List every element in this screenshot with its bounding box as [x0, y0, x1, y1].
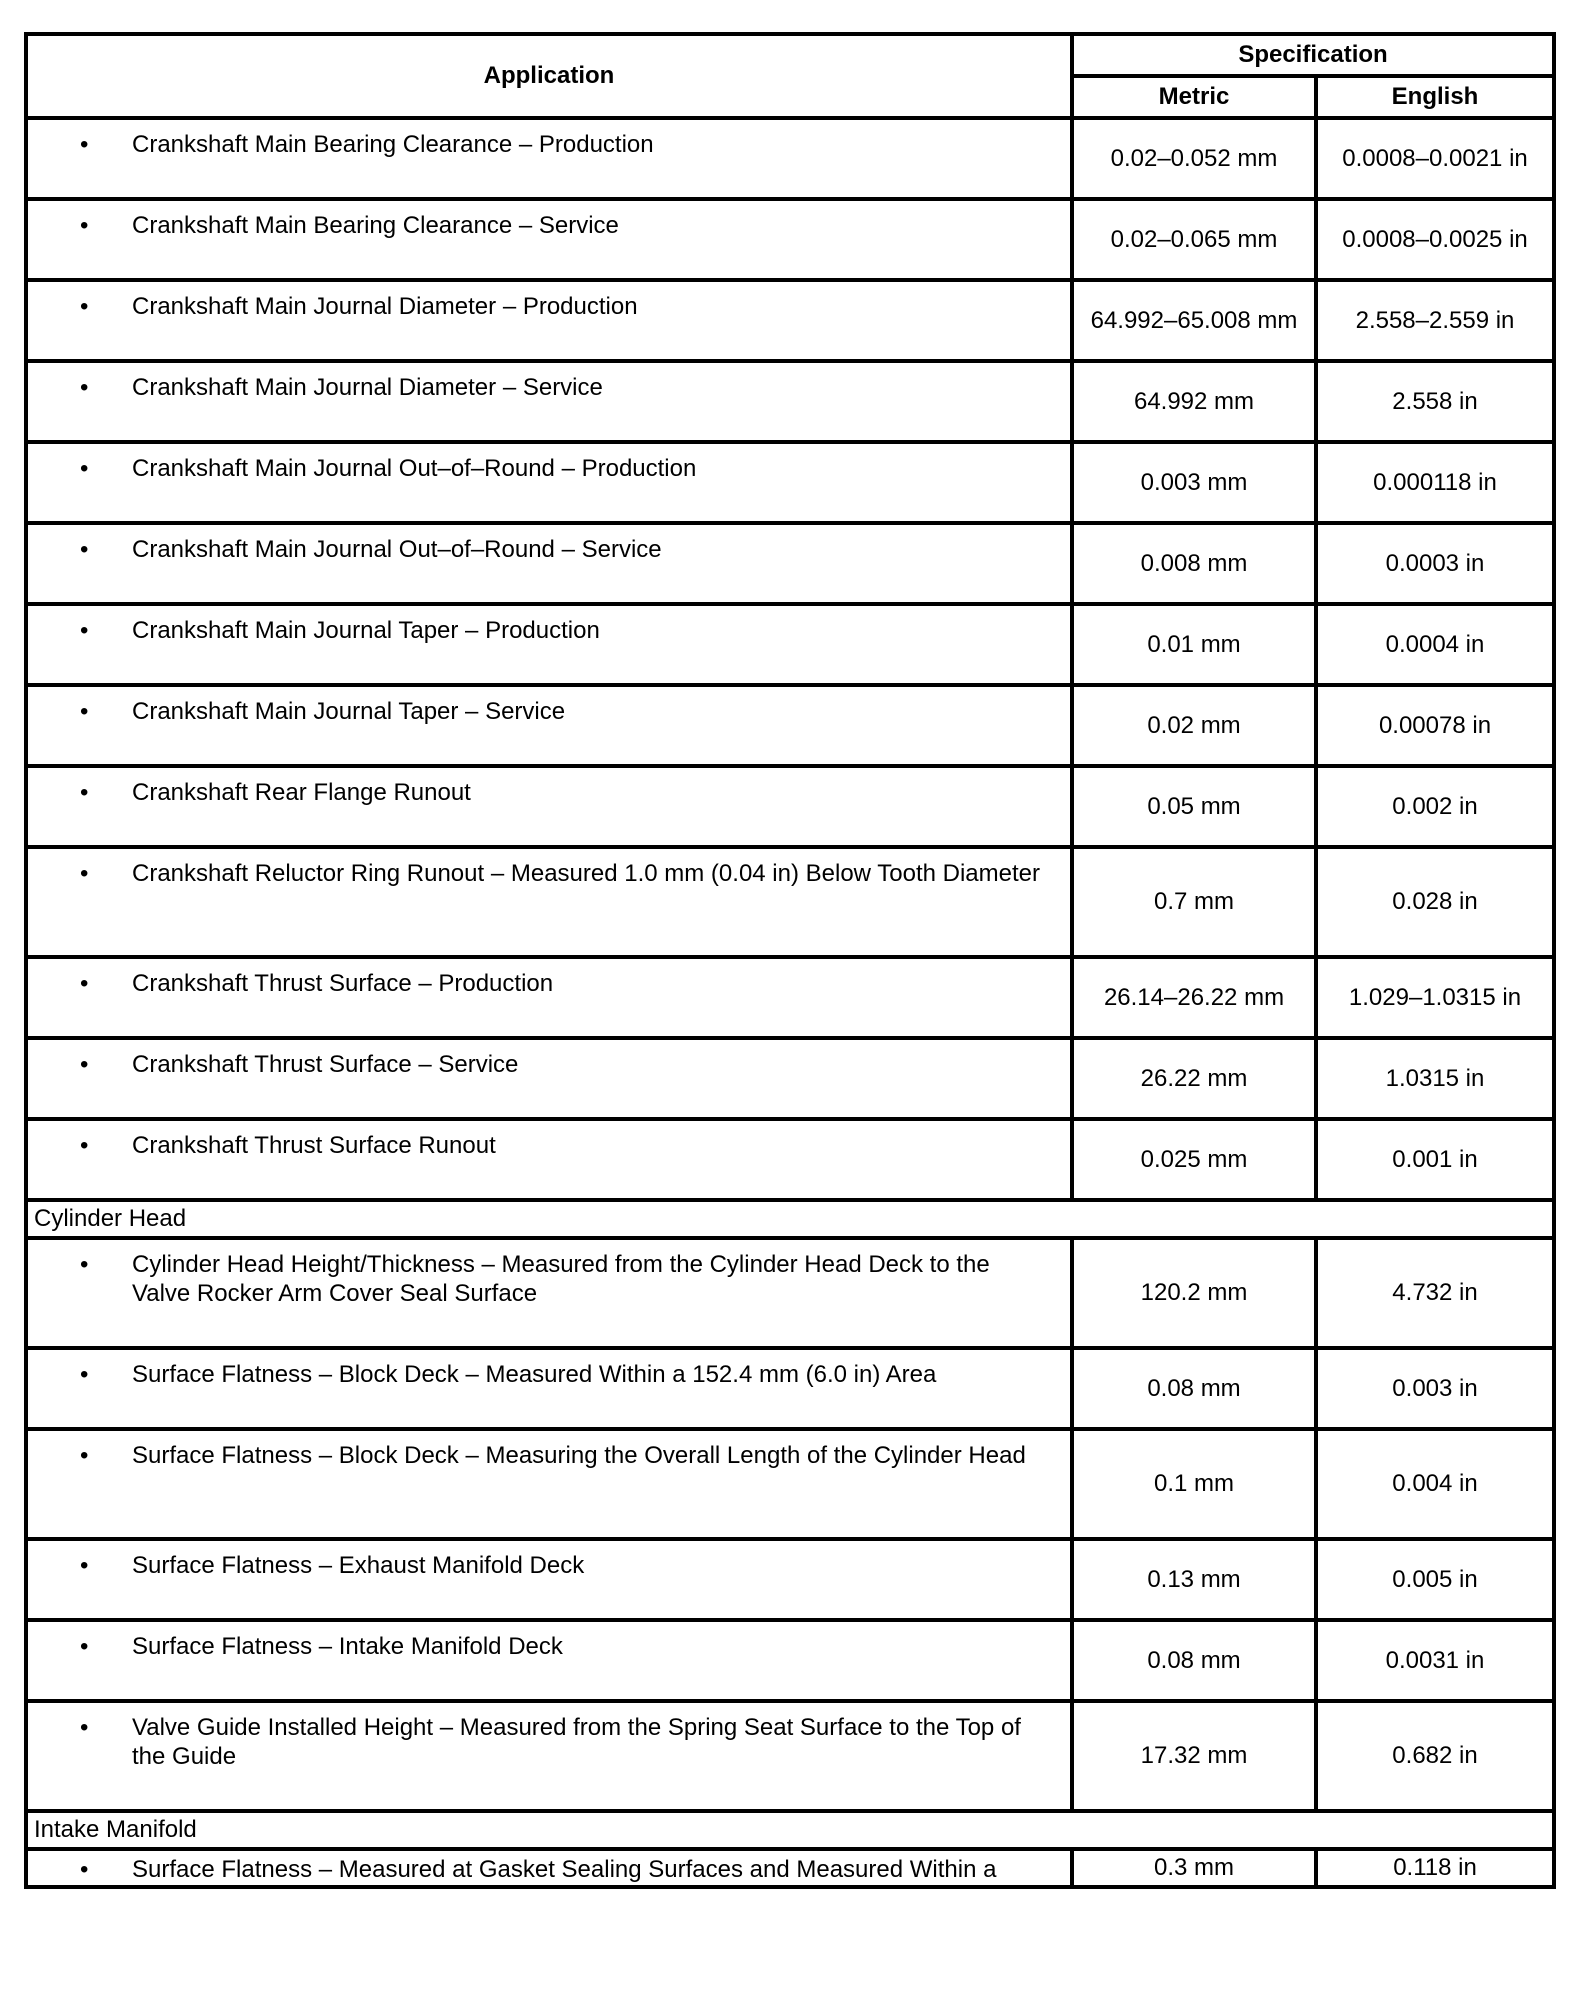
table-row: [26, 280, 1554, 361]
table-row: [26, 847, 1554, 957]
section-label: Cylinder Head: [26, 1200, 1554, 1238]
english-value: 0.0008–0.0021 in: [1316, 118, 1554, 199]
bullet-icon: •: [80, 617, 89, 644]
application-text: Cylinder Head Height/Thickness – Measured from the Cylinder Head Deck to the Valve Rocker Arm Cover Seal Surface: [132, 1251, 990, 1307]
english-value: 0.0004 in: [1316, 604, 1554, 685]
metric-value: 0.025 mm: [1072, 1119, 1316, 1200]
english-value: 1.029–1.0315 in: [1316, 957, 1554, 1038]
english-value: 0.118 in: [1316, 1849, 1554, 1887]
section-label: Intake Manifold: [26, 1811, 1554, 1849]
bullet-icon: •: [80, 1442, 89, 1469]
bullet-icon: •: [80, 1633, 89, 1660]
application-text: Surface Flatness – Exhaust Manifold Deck: [132, 1552, 585, 1579]
metric-value: 0.003 mm: [1072, 442, 1316, 523]
table-row: [26, 118, 1554, 199]
bullet-icon: •: [80, 860, 89, 887]
english-value: 0.004 in: [1316, 1429, 1554, 1539]
table-row: [26, 199, 1554, 280]
table-row: [26, 1701, 1554, 1811]
application-text: Crankshaft Main Journal Out–of–Round – Service: [132, 536, 662, 563]
metric-value: 0.02–0.065 mm: [1072, 199, 1316, 280]
section-row: [26, 1200, 1554, 1238]
table-row: [26, 1849, 1554, 1887]
english-value: 0.000118 in: [1316, 442, 1554, 523]
bullet-icon: •: [80, 698, 89, 725]
metric-value: 0.1 mm: [1072, 1429, 1316, 1539]
application-cell: [26, 766, 1072, 847]
table-row: [26, 1620, 1554, 1701]
english-value: 2.558 in: [1316, 361, 1554, 442]
metric-value: 0.3 mm: [1072, 1849, 1316, 1887]
application-cell: [26, 685, 1072, 766]
bullet-icon: •: [80, 1051, 89, 1078]
application-text: Valve Guide Installed Height – Measured from the Spring Seat Surface to the Top of the Guide: [132, 1714, 1021, 1770]
application-cell: [26, 604, 1072, 685]
specification-table: [24, 32, 1556, 1889]
application-cell: [26, 361, 1072, 442]
application-cell: [26, 1539, 1072, 1620]
application-cell: [26, 1038, 1072, 1119]
english-value: 0.003 in: [1316, 1348, 1554, 1429]
application-text: Crankshaft Thrust Surface – Production: [132, 970, 554, 997]
application-cell: [26, 280, 1072, 361]
application-text: Surface Flatness – Block Deck – Measuring the Overall Length of the Cylinder Head: [132, 1442, 1026, 1469]
section-row: [26, 1811, 1554, 1849]
english-value: 0.005 in: [1316, 1539, 1554, 1620]
application-cell: [26, 1119, 1072, 1200]
english-value: 0.682 in: [1316, 1701, 1554, 1811]
application-cell: [26, 1429, 1072, 1539]
table-row: [26, 604, 1554, 685]
application-cell: [26, 847, 1072, 957]
bullet-icon: •: [80, 1714, 89, 1741]
header-row: [26, 34, 1554, 76]
bullet-icon: •: [80, 1251, 89, 1278]
metric-value: 0.02–0.052 mm: [1072, 118, 1316, 199]
application-cell: [26, 1849, 1072, 1887]
bullet-icon: •: [80, 536, 89, 563]
english-value: 0.001 in: [1316, 1119, 1554, 1200]
application-cell: [26, 199, 1072, 280]
english-value: 0.002 in: [1316, 766, 1554, 847]
bullet-icon: •: [80, 1132, 89, 1159]
metric-value: 0.01 mm: [1072, 604, 1316, 685]
application-cell: [26, 1348, 1072, 1429]
application-text: Crankshaft Thrust Surface – Service: [132, 1051, 519, 1078]
application-text: Crankshaft Main Journal Out–of–Round – Production: [132, 455, 697, 482]
table-row: [26, 1038, 1554, 1119]
application-text: Crankshaft Reluctor Ring Runout – Measured 1.0 mm (0.04 in) Below Tooth Diameter: [132, 860, 1040, 887]
application-cell: [26, 1620, 1072, 1701]
metric-value: 0.13 mm: [1072, 1539, 1316, 1620]
english-value: 0.028 in: [1316, 847, 1554, 957]
bullet-icon: •: [80, 455, 89, 482]
bullet-icon: •: [80, 1856, 89, 1883]
table-row: [26, 1119, 1554, 1200]
table-row: [26, 442, 1554, 523]
table-row: [26, 766, 1554, 847]
bullet-icon: •: [80, 1361, 89, 1388]
application-text: Crankshaft Main Journal Taper – Service: [132, 698, 566, 725]
metric-value: 0.008 mm: [1072, 523, 1316, 604]
application-cell: [26, 1238, 1072, 1348]
bullet-icon: •: [80, 1552, 89, 1579]
application-text: Surface Flatness – Intake Manifold Deck: [132, 1633, 563, 1660]
table-row: [26, 1348, 1554, 1429]
table-row: [26, 1539, 1554, 1620]
application-text: Crankshaft Main Bearing Clearance – Service: [132, 212, 619, 239]
metric-value: 0.08 mm: [1072, 1348, 1316, 1429]
english-value: 1.0315 in: [1316, 1038, 1554, 1119]
english-value: 2.558–2.559 in: [1316, 280, 1554, 361]
table-row: [26, 957, 1554, 1038]
application-text: Surface Flatness – Measured at Gasket Sealing Surfaces and Measured Within a: [132, 1856, 997, 1883]
english-value: 0.0003 in: [1316, 523, 1554, 604]
metric-value: 64.992–65.008 mm: [1072, 280, 1316, 361]
table-row: [26, 523, 1554, 604]
application-text: Crankshaft Thrust Surface Runout: [132, 1132, 496, 1159]
metric-value: 0.05 mm: [1072, 766, 1316, 847]
english-value: 0.00078 in: [1316, 685, 1554, 766]
bullet-icon: •: [80, 212, 89, 239]
specification-header: Specification: [1072, 34, 1554, 76]
metric-value: 120.2 mm: [1072, 1238, 1316, 1348]
english-value: 0.0008–0.0025 in: [1316, 199, 1554, 280]
table-row: [26, 1238, 1554, 1348]
metric-value: 0.02 mm: [1072, 685, 1316, 766]
application-text: Crankshaft Main Journal Taper – Production: [132, 617, 600, 644]
table-row: [26, 361, 1554, 442]
english-header: English: [1316, 76, 1554, 118]
bullet-icon: •: [80, 293, 89, 320]
english-value: 0.0031 in: [1316, 1620, 1554, 1701]
application-text: Surface Flatness – Block Deck – Measured Within a 152.4 mm (6.0 in) Area: [132, 1361, 937, 1388]
bullet-icon: •: [80, 374, 89, 401]
application-text: Crankshaft Main Bearing Clearance – Production: [132, 131, 654, 158]
bullet-icon: •: [80, 779, 89, 806]
english-value: 4.732 in: [1316, 1238, 1554, 1348]
application-cell: [26, 523, 1072, 604]
application-text: Crankshaft Main Journal Diameter – Service: [132, 374, 603, 401]
metric-value: 64.992 mm: [1072, 361, 1316, 442]
application-cell: [26, 1701, 1072, 1811]
application-cell: [26, 957, 1072, 1038]
bullet-icon: •: [80, 970, 89, 997]
metric-header: Metric: [1072, 76, 1316, 118]
bullet-icon: •: [80, 131, 89, 158]
application-text: Crankshaft Rear Flange Runout: [132, 779, 471, 806]
metric-value: 0.08 mm: [1072, 1620, 1316, 1701]
metric-value: 17.32 mm: [1072, 1701, 1316, 1811]
application-text: Crankshaft Main Journal Diameter – Production: [132, 293, 638, 320]
application-cell: [26, 442, 1072, 523]
metric-value: 0.7 mm: [1072, 847, 1316, 957]
table-row: [26, 685, 1554, 766]
metric-value: 26.22 mm: [1072, 1038, 1316, 1119]
application-cell: [26, 118, 1072, 199]
metric-value: 26.14–26.22 mm: [1072, 957, 1316, 1038]
table-row: [26, 1429, 1554, 1539]
application-header: Application: [26, 34, 1072, 118]
